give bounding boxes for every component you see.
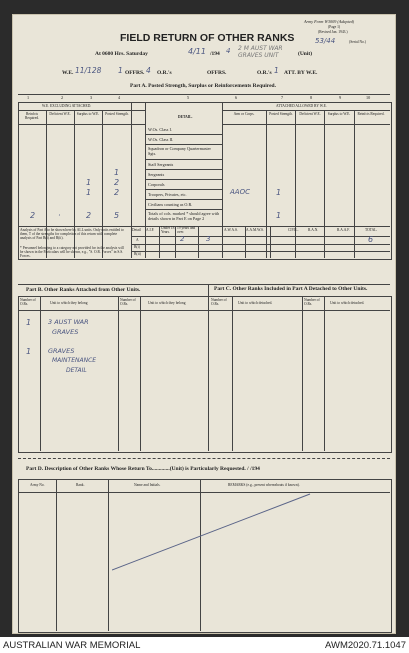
page-title: FIELD RETURN OF OTHER RANKS: [120, 32, 295, 44]
hw-troopers-arm: AAOC: [230, 188, 250, 196]
analysis-head: A.A.M.W.S.: [246, 228, 264, 232]
hw-part-b-number-1: 1: [26, 318, 32, 327]
detail-row-label: Corporals: [148, 182, 165, 187]
hw-analysis-total: 6: [368, 235, 374, 244]
hw-part-b-number-2: 1: [26, 347, 32, 356]
hw-troopers-surplus: 1: [86, 188, 92, 197]
we-entry: 11/128: [75, 66, 102, 75]
hw-sergeants-posted: 1: [114, 168, 120, 177]
part-d-col-head: Army No.: [30, 483, 45, 487]
col-number: 4: [118, 95, 121, 100]
att-entry: 1: [274, 66, 279, 75]
form-page-label: (Page 1): [328, 25, 341, 29]
offrs-label: OFFRS.: [125, 70, 145, 76]
unit-label: (Unit): [298, 51, 313, 57]
unit-stamp: 2 M AUST WAR GRAVES UNIT: [238, 45, 283, 59]
part-b-col-head: Number of O.Rs.: [20, 298, 36, 306]
footer-bar: [0, 637, 409, 653]
analysis-note: Analysis of Part A to be shown here by ALL units. Only units entitled to them, T of the strengths for completion of this return with complete analysis of Part B(i) and B(ii).: [20, 228, 124, 241]
col-number: 6: [235, 95, 238, 100]
analysis-head: R.A.A.F.: [337, 228, 350, 232]
part-b-col-head: Unit to which they belong: [148, 301, 186, 305]
hw-part-b-unit-1-line2: GRAVES: [52, 328, 79, 336]
detail-row-label: W.Os. Class I.: [148, 127, 172, 132]
hw-analysis-a-2: 3: [206, 235, 211, 243]
analysis-row: A: [136, 238, 139, 242]
att-label: ATT. BY W.E.: [284, 70, 318, 76]
col-head: Posted Strength.: [105, 112, 129, 116]
hw-part-b-unit-2-line2: MAINTENANCE: [52, 357, 97, 364]
detail-row-label: W.Os. Class II.: [148, 137, 174, 142]
analysis-head: 19 years and over.: [177, 226, 196, 234]
hw-corporals-posted: 2: [114, 178, 120, 187]
form-revision: (Revised Jan. 1943.): [318, 30, 348, 34]
we-label: W.E.: [62, 70, 74, 76]
part-d-col-head: Rank.: [76, 483, 85, 487]
part-b-col-head: Unit to which they belong: [50, 301, 88, 305]
hw-part-b-unit-1-line1: 3 AUST WAR: [48, 318, 89, 326]
col-number: 3: [90, 95, 93, 100]
part-c-col-head: Number of O.Rs.: [304, 298, 320, 306]
col-head: Reinfcts Required.: [24, 112, 40, 120]
year-entry: 4: [226, 47, 231, 55]
col-head: Reinfcts Required.: [357, 112, 385, 116]
or2-label: O.R.'s: [257, 70, 272, 76]
part-c-col-head: Unit to which detached.: [238, 301, 273, 305]
hw-total-posted: 5: [114, 211, 120, 220]
analysis-head: TOTAL.: [365, 228, 378, 232]
col-head: Surplus to W.E.: [327, 112, 351, 116]
time-label: At 0600 Hrs. Saturday: [95, 51, 148, 57]
analysis-head: CIVIL.: [288, 228, 299, 232]
hw-troopers-posted: 2: [114, 188, 120, 197]
serial-label: (Serial No.): [349, 40, 366, 44]
part-d-col-head: Name and Initials.: [134, 483, 161, 487]
part-d-heading: Part D. Description of Other Ranks Whose Return To.............(Unit) is Particularly Requested. / /194: [26, 466, 260, 472]
hw-total-deficit: ·: [58, 211, 61, 220]
detail-heading: DETAIL.: [178, 115, 193, 119]
detail-row-label: Squadron or Company Quartermaster Sgts.: [148, 146, 211, 156]
hw-total-attached: 1: [276, 211, 282, 220]
serial-number: 53/44: [315, 37, 336, 45]
part-d-col-head: REMARKS (e.g., present whereabouts if known).: [228, 483, 300, 487]
col-number: 7: [281, 95, 284, 100]
hw-troopers-attached: 1: [276, 188, 282, 197]
analysis-row: B(ii): [134, 252, 141, 256]
detail-row-label: Totals of cols. marked * should agree with details shown in Part E on Page 2: [148, 211, 220, 221]
part-c-col-head: Number of O.Rs.: [211, 298, 227, 306]
analysis-head: A.I.F.: [146, 228, 155, 232]
detail-row-label: Sergeants: [148, 172, 165, 177]
analysis-head: A.W.A.S.: [224, 228, 238, 232]
hw-total-surplus: 2: [86, 211, 92, 220]
part-a-heading: Part A. Posted Strength, Surplus or Reinforcements Required.: [130, 83, 276, 89]
part-b-heading: Part B. Other Ranks Attached from Other Units.: [26, 287, 141, 293]
col-number: 8: [310, 95, 313, 100]
hw-part-b-unit-2-line1: GRAVES: [48, 347, 75, 355]
footer-credit: AUSTRALIAN WAR MEMORIAL: [3, 640, 141, 651]
hw-corporals-surplus: 1: [86, 178, 92, 187]
date-entry: 4/11: [188, 47, 206, 56]
detail-row-label: Troopers, Privates, etc.: [148, 192, 187, 197]
attached-heading: ATTACHED ALLOWED BY W.E.: [276, 104, 327, 108]
analysis-row: B(i): [134, 245, 140, 249]
col-head: Posted Strength.: [269, 112, 293, 116]
analysis-note-2: * Personnel belonging to a category not provided for in the analysis will be shown in the Particulars will be shown, e.g., "S. O.R. Forces" in S.S. Forces.: [20, 246, 124, 259]
part-c-heading: Part C. Other Ranks Included in Part A Detached to Other Units.: [214, 286, 368, 292]
form-page: [12, 14, 396, 634]
part-b-col-head: Number of O.Rs.: [120, 298, 136, 306]
col-head: Deficient W.E.: [299, 112, 321, 116]
we-excluding-heading: W.E. EXCLUDING ATTACHED.: [42, 104, 92, 108]
footer-accession-number: AWM2020.71.1047: [325, 640, 406, 651]
col-head: Deficient W.E.: [49, 112, 71, 116]
offrs2-label: OFFRS.: [207, 70, 227, 76]
part-c-col-head: Unit to which detached.: [330, 301, 365, 305]
analysis-head: Detail: [132, 228, 141, 232]
col-number: 5: [187, 95, 190, 100]
col-number: 10: [366, 95, 371, 100]
col-number: 9: [339, 95, 342, 100]
hw-part-b-unit-2-line3: DETAIL: [66, 367, 87, 374]
we-offrs-entry: 1: [118, 66, 123, 75]
col-head: Arm or Corps.: [233, 112, 255, 116]
col-number: 2: [61, 95, 64, 100]
cancel-stroke: [112, 492, 312, 572]
detail-row-label: Staff Sergeants: [148, 162, 174, 167]
year-label: /194: [210, 51, 220, 57]
analysis-head: Under 18 Years.: [161, 226, 175, 234]
col-number: 1: [27, 95, 30, 100]
hw-analysis-a-1: 2: [180, 235, 185, 243]
or-label: O.R.'s: [157, 70, 172, 76]
we-or-entry: 4: [146, 66, 151, 75]
form-code: Army Form W3009 (Adapted): [304, 19, 355, 24]
col-head: Surplus to W.E.: [76, 112, 100, 116]
detail-row-label: Civilians counting as O.R.: [148, 202, 193, 207]
hw-total-reinforcements: 2: [30, 211, 36, 220]
analysis-head: R.A.N.: [308, 228, 319, 232]
